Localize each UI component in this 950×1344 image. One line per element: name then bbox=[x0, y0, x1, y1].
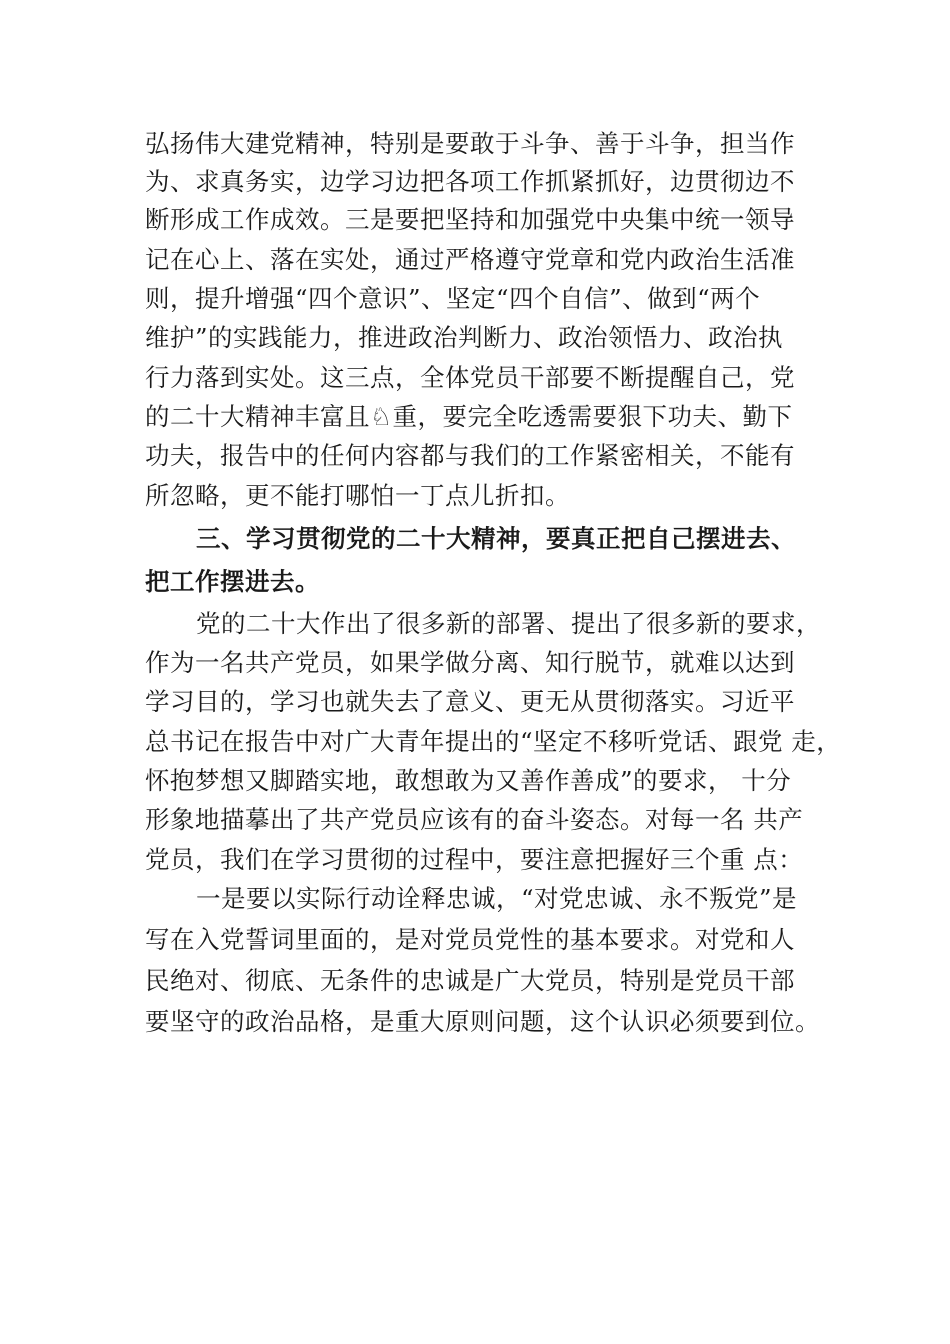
text-line: 断形成工作成效。三是要把坚持和加强党中央集中统一领导 bbox=[145, 205, 795, 234]
text-line: 作为一名共产党员，如果学做分离、知行脱节，就难以达到 bbox=[145, 648, 795, 677]
section-heading: 三、学习贯彻党的二十大精神，要真正把自己摆进去、 bbox=[196, 524, 796, 553]
text-line: 怀抱梦想又脚踏实地，敢想敢为又善作善成”的要求， 十分 bbox=[145, 766, 792, 795]
text-line: 学习目的，学习也就失去了意义、更无从贯彻落实。习近平 bbox=[145, 687, 795, 716]
text-line: 的二十大精神丰富且♘重，要完全吃透需要狠下功夫、勤下 bbox=[145, 402, 793, 431]
text-line: 维护”的实践能力，推进政治判断力、政治领悟力、政治执 bbox=[145, 323, 784, 352]
text-line: 记在心上、落在实处，通过严格遵守党章和党内政治生活准 bbox=[145, 245, 795, 274]
text-line: 则，提升增强“四个意识”、坚定“四个自信”、做到“两个 bbox=[145, 284, 761, 313]
text-line: 一是要以实际行动诠释忠诚，“对党忠诚、永不叛党”是 bbox=[196, 884, 798, 913]
text-line: 总书记在报告中对广大青年提出的“坚定不移听党话、跟党 走， bbox=[145, 727, 842, 756]
text-line: 要坚守的政治品格，是重大原则问题，这个认识必须要到位。 bbox=[145, 1007, 820, 1036]
section-heading-continuation: 把工作摆进去。 bbox=[145, 567, 320, 596]
text-line: 党的二十大作出了很多新的部署、提出了很多新的要求， bbox=[196, 609, 821, 638]
text-line: 党员，我们在学习贯彻的过程中，要注意把握好三个重 点： bbox=[145, 845, 804, 874]
text-line: 行力落到实处。这三点，全体党员干部要不断提醒自己，党 bbox=[145, 363, 795, 392]
text-line: 功夫，报告中的任何内容都与我们的工作紧密相关，不能有 bbox=[145, 441, 795, 470]
text-line: 弘扬伟大建党精神，特别是要敢于斗争、善于斗争，担当作 bbox=[145, 129, 795, 158]
text-line: 所忽略，更不能打哪怕一丁点儿折扣。 bbox=[145, 481, 570, 510]
text-line: 民绝对、彻底、无条件的忠诚是广大党员，特别是党员干部 bbox=[145, 966, 795, 995]
text-line: 形象地描摹出了共产党员应该有的奋斗姿态。对每一名 共产 bbox=[145, 805, 804, 834]
text-line: 写在入党誓词里面的，是对党员党性的基本要求。对党和人 bbox=[145, 925, 795, 954]
text-line: 为、求真务实，边学习边把各项工作抓紧抓好，边贯彻边不 bbox=[145, 167, 795, 196]
